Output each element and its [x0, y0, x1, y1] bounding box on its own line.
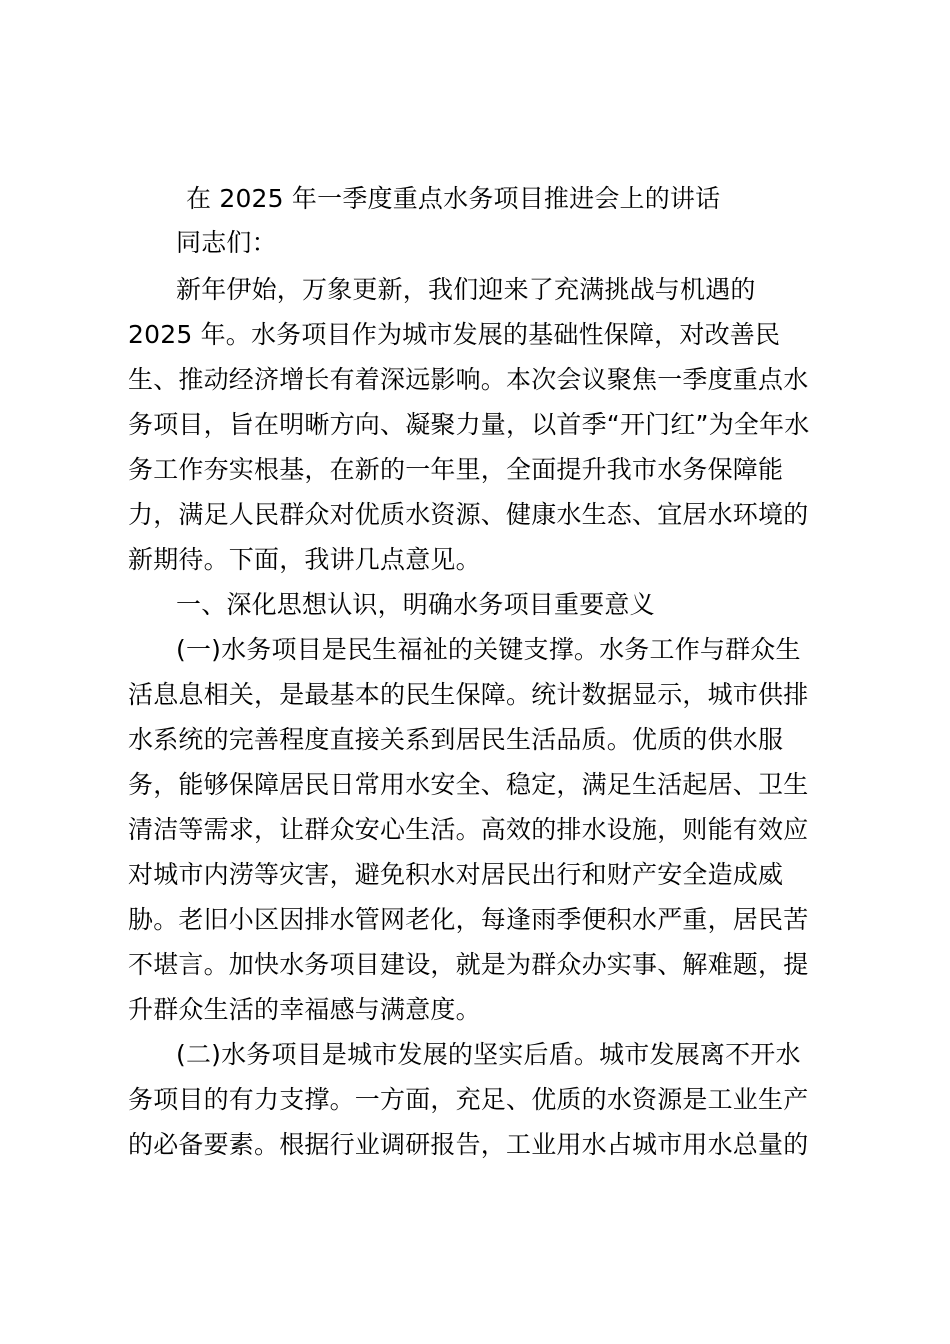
salutation: 同志们：	[176, 228, 277, 257]
section-heading: 一、深化思想认识，明确水务项目重要意义	[176, 590, 655, 619]
body-line: 力，满足人民群众对优质水资源、健康水生态、宜居水环境的	[128, 500, 809, 529]
body-line: 务工作夯实根基，在新的一年里，全面提升我市水务保障能	[128, 455, 784, 484]
body-line: 的必备要素。根据行业调研报告，工业用水占城市用水总量的	[128, 1130, 809, 1159]
document-title: 在 2025 年一季度重点水务项目推进会上的讲话	[186, 184, 721, 213]
body-line: 水系统的完善程度直接关系到居民生活品质。优质的供水服	[128, 725, 784, 754]
body-line: 胁。老旧小区因排水管网老化，每逢雨季便积水严重，居民苦	[128, 905, 809, 934]
body-line: 活息息相关，是最基本的民生保障。统计数据显示，城市供排	[128, 680, 809, 709]
body-line: 务项目，旨在明晰方向、凝聚力量，以首季“开门红”为全年水	[128, 410, 810, 439]
body-line: (一)水务项目是民生福祉的关键支撑。水务工作与群众生	[176, 635, 801, 664]
body-line: (二)水务项目是城市发展的坚实后盾。城市发展离不开水	[176, 1040, 801, 1069]
body-line: 务，能够保障居民日常用水安全、稳定，满足生活起居、卫生	[128, 770, 809, 799]
body-line: 新年伊始，万象更新，我们迎来了充满挑战与机遇的	[176, 275, 756, 304]
body-line: 对城市内涝等灾害，避免积水对居民出行和财产安全造成威	[128, 860, 784, 889]
body-line: 生、推动经济增长有着深远影响。本次会议聚焦一季度重点水	[128, 365, 809, 394]
body-line: 新期待。下面，我讲几点意见。	[128, 545, 481, 574]
body-line: 务项目的有力支撑。一方面，充足、优质的水资源是工业生产	[128, 1085, 809, 1114]
body-line: 清洁等需求，让群众安心生活。高效的排水设施，则能有效应	[128, 815, 809, 844]
body-line: 升群众生活的幸福感与满意度。	[128, 995, 481, 1024]
body-line: 不堪言。加快水务项目建设，就是为群众办实事、解难题，提	[128, 950, 809, 979]
body-line: 2025 年。水务项目作为城市发展的基础性保障，对改善民	[128, 320, 781, 349]
